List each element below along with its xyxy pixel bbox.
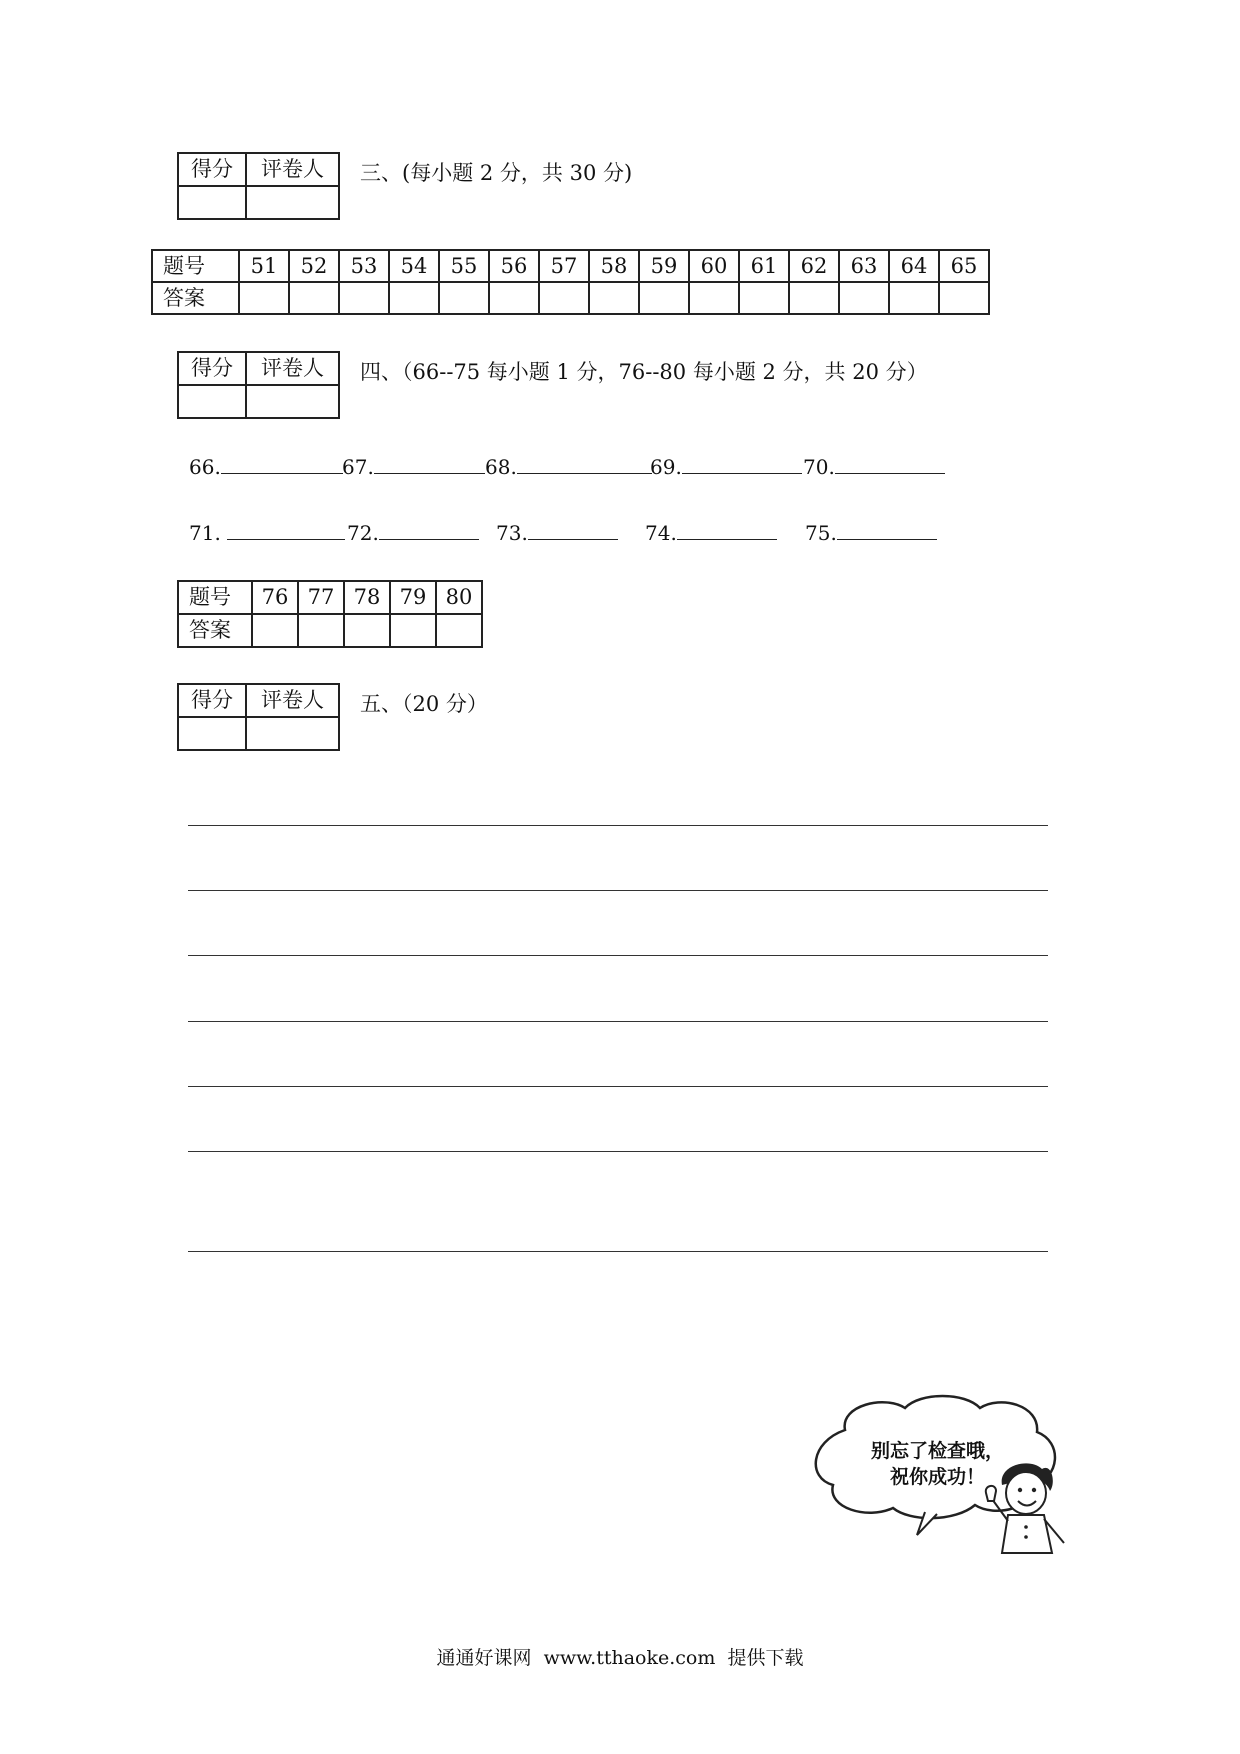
grader-cell[interactable] xyxy=(246,717,339,750)
answer-cell[interactable] xyxy=(252,614,298,647)
blank-line[interactable] xyxy=(517,455,652,474)
question-number-cell: 80 xyxy=(436,581,482,614)
row-label-answer: 答案 xyxy=(178,614,252,647)
answer-cell[interactable] xyxy=(639,282,689,314)
answer-cell[interactable] xyxy=(689,282,739,314)
score-cell[interactable] xyxy=(178,385,246,418)
child-figure xyxy=(980,1455,1070,1555)
blank-item[interactable] xyxy=(189,455,343,479)
grader-label: 评卷人 xyxy=(246,684,339,717)
answer-cell[interactable] xyxy=(436,614,482,647)
question-number-cell: 62 xyxy=(789,250,839,282)
question-number-cell: 52 xyxy=(289,250,339,282)
score-label: 得分 xyxy=(178,684,246,717)
writing-line[interactable] xyxy=(188,890,1048,891)
blank-line[interactable] xyxy=(379,521,479,540)
row-label-answer: 答案 xyxy=(152,282,239,314)
answer-cell[interactable] xyxy=(489,282,539,314)
blank-item[interactable] xyxy=(650,455,802,479)
waving-child-icon xyxy=(980,1455,1070,1555)
answer-cell[interactable] xyxy=(344,614,390,647)
blank-number: 74. xyxy=(645,521,677,545)
writing-line[interactable] xyxy=(188,825,1048,826)
blank-line[interactable] xyxy=(227,521,345,540)
blank-number: 71. xyxy=(189,521,221,545)
question-number-cell: 61 xyxy=(739,250,789,282)
question-number-cell: 79 xyxy=(390,581,436,614)
bubble-line-2: 祝你成功！ xyxy=(889,1466,985,1488)
question-number-cell: 78 xyxy=(344,581,390,614)
answer-cell[interactable] xyxy=(339,282,389,314)
writing-line[interactable] xyxy=(188,955,1048,956)
question-number-cell: 55 xyxy=(439,250,489,282)
question-number-cell: 60 xyxy=(689,250,739,282)
score-label: 得分 xyxy=(178,153,246,186)
section-4-title: 四、（66--75 每小题 1 分，76--80 每小题 2 分，共 20 分） xyxy=(360,360,928,384)
blank-number: 68. xyxy=(485,455,517,479)
question-number-cell: 76 xyxy=(252,581,298,614)
answer-cell[interactable] xyxy=(439,282,489,314)
blank-item[interactable] xyxy=(485,455,652,479)
question-number-cell: 57 xyxy=(539,250,589,282)
blank-number: 73. xyxy=(496,521,528,545)
blank-item[interactable] xyxy=(645,521,777,545)
answer-cell[interactable] xyxy=(589,282,639,314)
bubble-line-1: 别忘了检查哦， xyxy=(870,1440,1004,1462)
question-number-cell: 59 xyxy=(639,250,689,282)
section-3-title: 三、(每小题 2 分，共 30 分) xyxy=(360,161,633,185)
grader-label: 评卷人 xyxy=(246,352,339,385)
grader-label: 评卷人 xyxy=(246,153,339,186)
question-number-cell: 56 xyxy=(489,250,539,282)
writing-line[interactable] xyxy=(188,1151,1048,1152)
blank-item[interactable] xyxy=(342,455,485,479)
writing-line[interactable] xyxy=(188,1251,1048,1252)
blank-item[interactable] xyxy=(189,521,345,545)
question-number-cell: 58 xyxy=(589,250,639,282)
answer-cell[interactable] xyxy=(839,282,889,314)
blank-item[interactable] xyxy=(496,521,618,545)
grader-cell[interactable] xyxy=(246,385,339,418)
blank-line[interactable] xyxy=(682,455,802,474)
blank-line[interactable] xyxy=(835,455,945,474)
score-cell[interactable] xyxy=(178,186,246,219)
answer-cell[interactable] xyxy=(298,614,344,647)
score-box-section-3 xyxy=(177,152,340,220)
answer-cell[interactable] xyxy=(390,614,436,647)
answer-cell[interactable] xyxy=(389,282,439,314)
question-number-cell: 65 xyxy=(939,250,989,282)
question-number-cell: 77 xyxy=(298,581,344,614)
answer-cell[interactable] xyxy=(289,282,339,314)
question-number-cell: 63 xyxy=(839,250,889,282)
blank-number: 67. xyxy=(342,455,374,479)
row-label-number: 题号 xyxy=(152,250,239,282)
row-label-number: 题号 xyxy=(178,581,252,614)
blank-line[interactable] xyxy=(837,521,937,540)
answer-grid-section-4 xyxy=(177,580,483,648)
score-box-section-4 xyxy=(177,351,340,419)
blank-line[interactable] xyxy=(677,521,777,540)
blank-line[interactable] xyxy=(374,455,485,474)
answer-cell[interactable] xyxy=(739,282,789,314)
question-number-cell: 51 xyxy=(239,250,289,282)
writing-line[interactable] xyxy=(188,1086,1048,1087)
blank-item[interactable] xyxy=(347,521,479,545)
blank-number: 66. xyxy=(189,455,221,479)
blank-item[interactable] xyxy=(805,521,937,545)
answer-cell[interactable] xyxy=(939,282,989,314)
answer-cell[interactable] xyxy=(239,282,289,314)
section-5-title: 五、（20 分） xyxy=(360,692,488,716)
score-cell[interactable] xyxy=(178,717,246,750)
blank-line[interactable] xyxy=(221,455,343,474)
answer-cell[interactable] xyxy=(539,282,589,314)
blank-number: 69. xyxy=(650,455,682,479)
blank-number: 75. xyxy=(805,521,837,545)
writing-line[interactable] xyxy=(188,1021,1048,1022)
question-number-cell: 53 xyxy=(339,250,389,282)
question-number-cell: 64 xyxy=(889,250,939,282)
score-label: 得分 xyxy=(178,352,246,385)
answer-cell[interactable] xyxy=(889,282,939,314)
blank-number: 72. xyxy=(347,521,379,545)
grader-cell[interactable] xyxy=(246,186,339,219)
footer-source: 通通好课网 www.tthaoke.com 提供下载 xyxy=(436,1647,804,1669)
score-box-section-5 xyxy=(177,683,340,751)
question-number-cell: 54 xyxy=(389,250,439,282)
answer-cell[interactable] xyxy=(789,282,839,314)
answer-grid-section-3 xyxy=(151,249,990,315)
blank-number: 70. xyxy=(803,455,835,479)
blank-item[interactable] xyxy=(803,455,945,479)
blank-line[interactable] xyxy=(528,521,618,540)
